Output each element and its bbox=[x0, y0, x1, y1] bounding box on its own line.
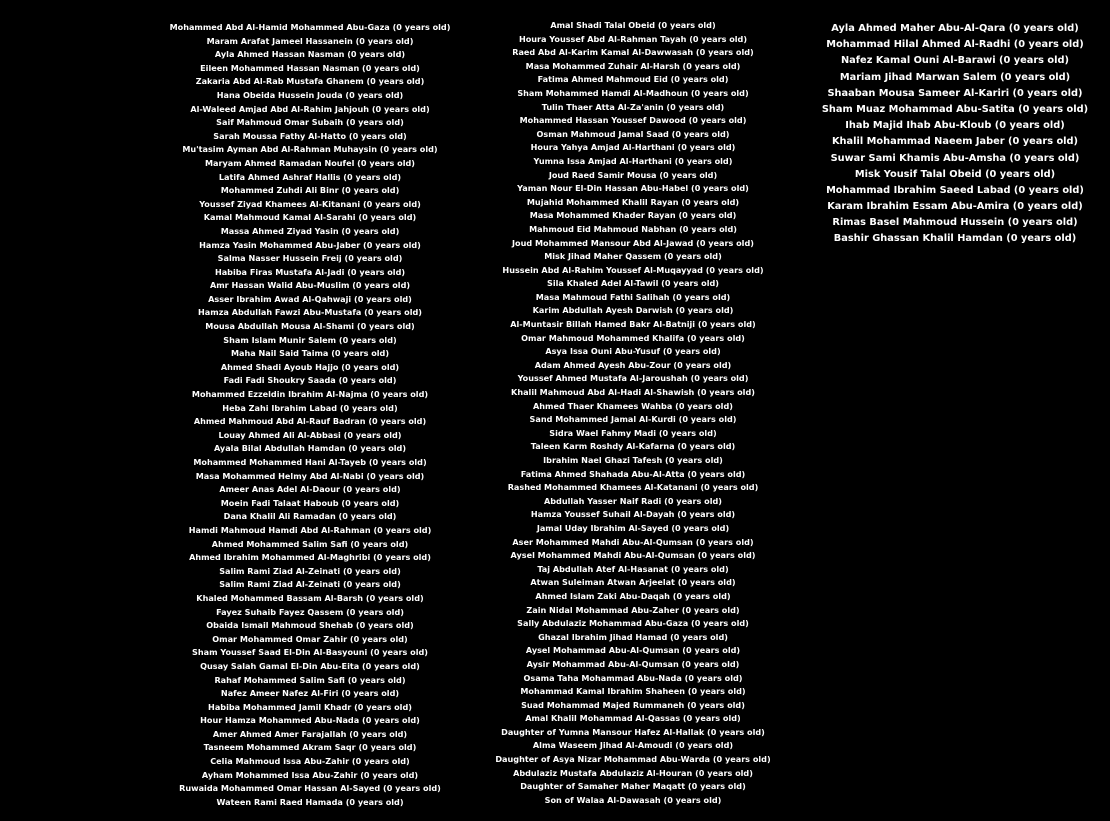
name-entry: Moein Fadi Talaat Haboub (0 years old) bbox=[220, 497, 400, 508]
name-entry: Mohammed Hassan Youssef Dawood (0 years old) bbox=[519, 115, 747, 126]
name-entry: Taleen Karm Roshdy Al-Kafarna (0 years old) bbox=[530, 441, 736, 452]
name-entry: Eileen Mohammed Hassan Nasman (0 years old) bbox=[200, 62, 420, 73]
name-entry: Khalil Mohammad Naeem Jaber (0 years old) bbox=[831, 136, 1079, 148]
name-entry: Ruwaida Mohammed Omar Hassan Al-Sayed (0 years old) bbox=[179, 783, 441, 794]
name-entry: Asser Ibrahim Awad Al-Qahwaji (0 years old) bbox=[208, 293, 412, 304]
name-entry: Rashed Mohammed Khamees Al-Katanani (0 years old) bbox=[507, 482, 759, 493]
name-entry: Hamza Abdullah Fawzi Abu-Mustafa (0 years old) bbox=[198, 307, 422, 318]
name-entry: Fayez Suhaib Fayez Qassem (0 years old) bbox=[216, 606, 404, 617]
name-entry: Ahmed Islam Zaki Abu-Daqah (0 years old) bbox=[535, 590, 731, 601]
name-entry: Nafez Ameer Nafez Al-Firi (0 years old) bbox=[220, 688, 400, 699]
name-entry: Atwan Suleiman Atwan Arjeelat (0 years old) bbox=[530, 577, 736, 588]
name-entry: Maha Nail Said Taima (0 years old) bbox=[230, 348, 390, 359]
name-entry: Fatima Ahmed Shahada Abu-Al-Atta (0 years old) bbox=[520, 468, 746, 479]
name-entry: Osman Mahmoud Jamal Saad (0 years old) bbox=[536, 128, 730, 139]
name-entry: Zain Nidal Mohammad Abu-Zaher (0 years old) bbox=[526, 604, 740, 615]
name-entry: Saif Mahmoud Omar Subaih (0 years old) bbox=[216, 117, 404, 128]
name-entry: Mariam Jihad Marwan Salem (0 years old) bbox=[839, 71, 1071, 83]
name-entry: Al-Muntasir Billah Hamed Bakr Al-Batniji (0 years old) bbox=[510, 319, 756, 330]
name-entry: Ayala Bilal Abdullah Hamdan (0 years old) bbox=[213, 443, 407, 454]
name-entry: Fadi Fadi Shoukry Saada (0 years old) bbox=[223, 375, 397, 386]
name-entry: Massa Ahmed Ziyad Yasin (0 years old) bbox=[220, 225, 400, 236]
name-entry: Joud Raed Samir Mousa (0 years old) bbox=[548, 169, 718, 180]
name-entry: Suwar Sami Khamis Abu-Amsha (0 years old) bbox=[830, 152, 1080, 164]
name-entry: Wateen Rami Raed Hamada (0 years old) bbox=[216, 796, 404, 807]
name-entry: Mohammed Mohammed Hani Al-Tayeb (0 years old) bbox=[193, 457, 427, 467]
name-entry: Suad Mohammad Majed Rummaneh (0 years old) bbox=[521, 699, 745, 710]
name-entry: Fatima Ahmed Mahmoud Eid (0 years old) bbox=[537, 74, 729, 85]
name-entry: Sand Mohammed Jamal Al-Kurdi (0 years old) bbox=[529, 414, 737, 425]
name-entry: Heba Zahi Ibrahim Labad (0 years old) bbox=[222, 402, 398, 413]
name-entry: Obaida Ismail Mahmoud Shehab (0 years old) bbox=[206, 620, 414, 631]
name-entry: Mohammed Zuhdi Ali Binr (0 years old) bbox=[220, 185, 400, 196]
name-entry: Youssef Ziyad Khamees Al-Kitanani (0 years old) bbox=[199, 198, 421, 209]
name-entry: Ahmed Thaer Khamees Wahba (0 years old) bbox=[533, 400, 733, 411]
name-entry: Sham Muaz Mohammad Abu-Satita (0 years old) bbox=[821, 103, 1089, 115]
name-entry: Adam Ahmed Ayesh Abu-Zour (0 years old) bbox=[534, 359, 732, 370]
name-entry: Masa Mahmoud Fathi Salihah (0 years old) bbox=[535, 291, 731, 302]
name-entry: Misk Jihad Maher Qassem (0 years old) bbox=[544, 251, 722, 262]
name-entry: Raed Abd Al-Karim Kamal Al-Dawwasah (0 years old) bbox=[512, 47, 754, 58]
name-entry: Aysir Mohammad Abu-Al-Qumsan (0 years old) bbox=[526, 658, 740, 669]
name-entry: Ayla Ahmed Hassan Nasman (0 years old) bbox=[214, 49, 406, 60]
name-entry: Tulin Thaer Atta Al-Za'anin (0 years old) bbox=[541, 101, 725, 112]
name-entry: Rahaf Mohammed Salim Safi (0 years old) bbox=[214, 674, 406, 685]
name-entry: Asya Issa Ouni Abu-Yusuf (0 years old) bbox=[545, 346, 721, 357]
name-entry: Mousa Abdullah Mousa Al-Shami (0 years old) bbox=[205, 321, 415, 332]
name-entry: Khalil Mahmoud Abd Al-Hadi Al-Shawish (0 years old) bbox=[511, 387, 755, 398]
name-entry: Mohammad Kamal Ibrahim Shaheen (0 years old) bbox=[520, 686, 746, 697]
name-entry: Salma Nasser Hussein Freij (0 years old) bbox=[217, 253, 403, 264]
name-entry: Hour Hamza Mohammed Abu-Nada (0 years old) bbox=[200, 715, 420, 726]
name-entry: Tasneem Mohammed Akram Saqr (0 years old) bbox=[203, 742, 417, 753]
name-entry: Maram Arafat Jameel Hassanein (0 years old) bbox=[206, 35, 414, 46]
name-entry: Nafez Kamal Ouni Al-Barawi (0 years old) bbox=[840, 55, 1069, 67]
name-entry: Omar Mahmoud Mohammed Khalifa (0 years old) bbox=[521, 332, 745, 343]
name-entry: Daughter of Samaher Maher Maqatt (0 years old) bbox=[520, 781, 746, 792]
name-entry: Alma Waseem Jihad Al-Amoudi (0 years old) bbox=[532, 740, 734, 751]
name-entry: Mohammed Ezzeldin Ibrahim Al-Najma (0 years old) bbox=[191, 389, 429, 400]
name-entry: Sila Khaled Adel Al-Tawil (0 years old) bbox=[547, 278, 719, 289]
name-entry: Houra Youssef Abd Al-Rahman Tayah (0 years old) bbox=[518, 33, 748, 44]
name-entry: Kamal Mahmoud Kamal Al-Sarahi (0 years old) bbox=[203, 212, 417, 223]
name-entry: Shaaban Mousa Sameer Al-Kariri (0 years old) bbox=[827, 87, 1083, 99]
name-entry: Houra Yahya Amjad Al-Harthani (0 years old) bbox=[530, 142, 736, 153]
name-entry: Ahmed Mohammed Salim Safi (0 years old) bbox=[211, 538, 409, 549]
name-entry: Bashir Ghassan Khalil Hamdan (0 years old) bbox=[833, 233, 1077, 245]
name-entry: Taj Abdullah Atef Al-Hasanat (0 years old) bbox=[537, 563, 729, 574]
names-column-1 bbox=[150, 0, 470, 809]
name-entry: Daughter of Asya Nizar Mohammad Abu-Warda (0 years old) bbox=[495, 754, 771, 765]
name-entry: Abdulaziz Mustafa Abdulaziz Al-Houran (0 years old) bbox=[513, 767, 753, 778]
names-column-3 bbox=[805, 0, 1105, 248]
name-entry: Abdullah Yasser Naif Radi (0 years old) bbox=[544, 495, 722, 506]
name-entry: Ayham Mohammed Issa Abu-Zahir (0 years old) bbox=[201, 769, 419, 780]
name-entry: Sham Islam Munir Salem (0 years old) bbox=[223, 334, 397, 345]
name-entry: Qusay Salah Gamal El-Din Abu-Eita (0 years old) bbox=[200, 660, 420, 671]
name-entry: Ihab Majid Ihab Abu-Kloub (0 years old) bbox=[845, 120, 1065, 132]
name-entry: Latifa Ahmed Ashraf Hallis (0 years old) bbox=[218, 171, 402, 182]
name-entry: Yumna Issa Amjad Al-Harthani (0 years old) bbox=[533, 155, 733, 166]
name-entry: Sham Youssef Saad El-Din Al-Basyouni (0 years old) bbox=[192, 647, 428, 658]
name-entry: Jamal Uday Ibrahim Al-Sayed (0 years old) bbox=[536, 522, 730, 533]
name-entry: Ayla Ahmed Maher Abu-Al-Qara (0 years old) bbox=[831, 23, 1079, 34]
name-entry: Ahmed Mahmoud Abd Al-Rauf Badran (0 years old) bbox=[193, 416, 427, 427]
name-entry: Son of Walaa Al-Dawasah (0 years old) bbox=[544, 794, 722, 805]
name-entry: Osama Taha Mohammad Abu-Nada (0 years old) bbox=[523, 672, 743, 683]
name-entry: Aysel Mohammed Mahdi Abu-Al-Qumsan (0 years old) bbox=[510, 550, 756, 561]
name-entry: Mohammed Abd Al-Hamid Mohammed Abu-Gaza (0 years old) bbox=[169, 22, 451, 32]
name-entry: Rimas Basel Mahmoud Hussein (0 years old) bbox=[832, 217, 1078, 229]
name-entry: Daughter of Yumna Mansour Hafez Al-Hallak (0 years old) bbox=[501, 726, 765, 737]
name-entry: Hamza Yasin Mohammed Abu-Jaber (0 years old) bbox=[199, 239, 421, 250]
name-entry: Mahmoud Eid Mahmoud Nabhan (0 years old) bbox=[529, 223, 737, 234]
name-entry: Mohammad Hilal Ahmed Al-Radhi (0 years old) bbox=[826, 39, 1084, 51]
name-entry: Ahmed Shadi Ayoub Hajjo (0 years old) bbox=[220, 361, 400, 372]
name-entry: Hussein Abd Al-Rahim Youssef Al-Muqayyad (0 years old) bbox=[502, 264, 764, 275]
name-entry: Amal Khalil Mohammad Al-Qassas (0 years old) bbox=[525, 713, 741, 724]
name-entry: Hana Obeida Hussein Jouda (0 years old) bbox=[216, 89, 404, 100]
name-entry: Louay Ahmed Ali Al-Abbasi (0 years old) bbox=[218, 429, 402, 440]
name-entry: Joud Mohammed Mansour Abd Al-Jawad (0 years old) bbox=[512, 237, 754, 248]
name-entry: Maryam Ahmed Ramadan Noufel (0 years old) bbox=[204, 157, 415, 168]
name-entry: Dana Khalil Ali Ramadan (0 years old) bbox=[223, 511, 397, 522]
name-entry: Hamdi Mahmoud Hamdi Abd Al-Rahman (0 years old) bbox=[188, 524, 432, 535]
names-column-2 bbox=[478, 0, 788, 807]
name-entry: Zakaria Abd Al-Rab Mustafa Ghanem (0 years old) bbox=[195, 76, 425, 87]
name-entry: Mu'tasim Ayman Abd Al-Rahman Muhaysin (0 years old) bbox=[182, 144, 438, 155]
name-entry: Sham Mohammed Hamdi Al-Madhoun (0 years old) bbox=[517, 87, 749, 98]
name-entry: Sidra Wael Fahmy Madi (0 years old) bbox=[549, 427, 717, 438]
name-entry: Sarah Moussa Fathy Al-Hatto (0 years old) bbox=[213, 130, 407, 141]
name-entry: Celia Mahmoud Issa Abu-Zahir (0 years old) bbox=[210, 756, 410, 767]
name-entry: Karam Ibrahim Essam Abu-Amira (0 years old) bbox=[827, 201, 1083, 213]
name-entry: Sally Abdulaziz Mohammad Abu-Gaza (0 years old) bbox=[517, 618, 749, 629]
name-entry: Ibrahim Nael Ghazi Tafesh (0 years old) bbox=[543, 455, 723, 465]
name-entry: Ameer Anas Adel Al-Daour (0 years old) bbox=[219, 484, 401, 495]
name-entry: Masa Mohammed Zuhair Al-Harsh (0 years old) bbox=[525, 60, 741, 71]
name-entry: Amal Shadi Talal Obeid (0 years old) bbox=[550, 20, 716, 30]
name-entry: Aser Mohammed Mahdi Abu-Al-Qumsan (0 years old) bbox=[512, 536, 754, 547]
name-entry: Aysel Mohammad Abu-Al-Qumsan (0 years old) bbox=[525, 645, 741, 656]
name-entry: Masa Mohammed Helmy Abd Al-Nabi (0 years old) bbox=[195, 470, 425, 481]
name-entry: Masa Mohammed Khader Rayan (0 years old) bbox=[529, 210, 737, 221]
name-entry: Mohammad Ibrahim Saeed Labad (0 years old) bbox=[826, 184, 1084, 196]
name-entry: Habiba Mohammed Jamil Khadr (0 years old) bbox=[208, 701, 412, 712]
name-entry: Ghazal Ibrahim Jihad Hamad (0 years old) bbox=[538, 631, 728, 642]
name-entry: Salim Rami Ziad Al-Zeinati (0 years old) bbox=[219, 579, 401, 590]
name-entry: Hamza Youssef Suhail Al-Dayah (0 years old) bbox=[530, 509, 736, 520]
name-entry: Salim Rami Ziad Al-Zeinati (0 years old) bbox=[219, 565, 401, 576]
name-entry: Amer Ahmed Amer Farajallah (0 years old) bbox=[212, 728, 408, 739]
name-entry: Misk Yousif Talal Obeid (0 years old) bbox=[854, 168, 1056, 180]
name-entry: Habiba Firas Mustafa Al-Jadi (0 years old) bbox=[214, 266, 406, 277]
name-entry: Khaled Mohammed Bassam Al-Barsh (0 years old) bbox=[196, 592, 424, 603]
name-entry: Omar Mohammed Omar Zahir (0 years old) bbox=[212, 633, 408, 644]
name-entry: Al-Waleed Amjad Abd Al-Rahim Jahjouh (0 years old) bbox=[190, 103, 430, 114]
name-entry: Youssef Ahmed Mustafa Al-Jaroushah (0 years old) bbox=[517, 373, 749, 384]
name-entry: Ahmed Ibrahim Mohammed Al-Maghribi (0 years old) bbox=[189, 552, 431, 563]
name-entry: Mujahid Mohammed Khalil Rayan (0 years old) bbox=[526, 196, 740, 207]
name-entry: Karim Abdullah Ayesh Darwish (0 years old) bbox=[532, 305, 734, 316]
name-entry: Yaman Nour El-Din Hassan Abu-Habel (0 years old) bbox=[517, 183, 749, 194]
name-entry: Amr Hassan Walid Abu-Muslim (0 years old) bbox=[209, 280, 411, 291]
